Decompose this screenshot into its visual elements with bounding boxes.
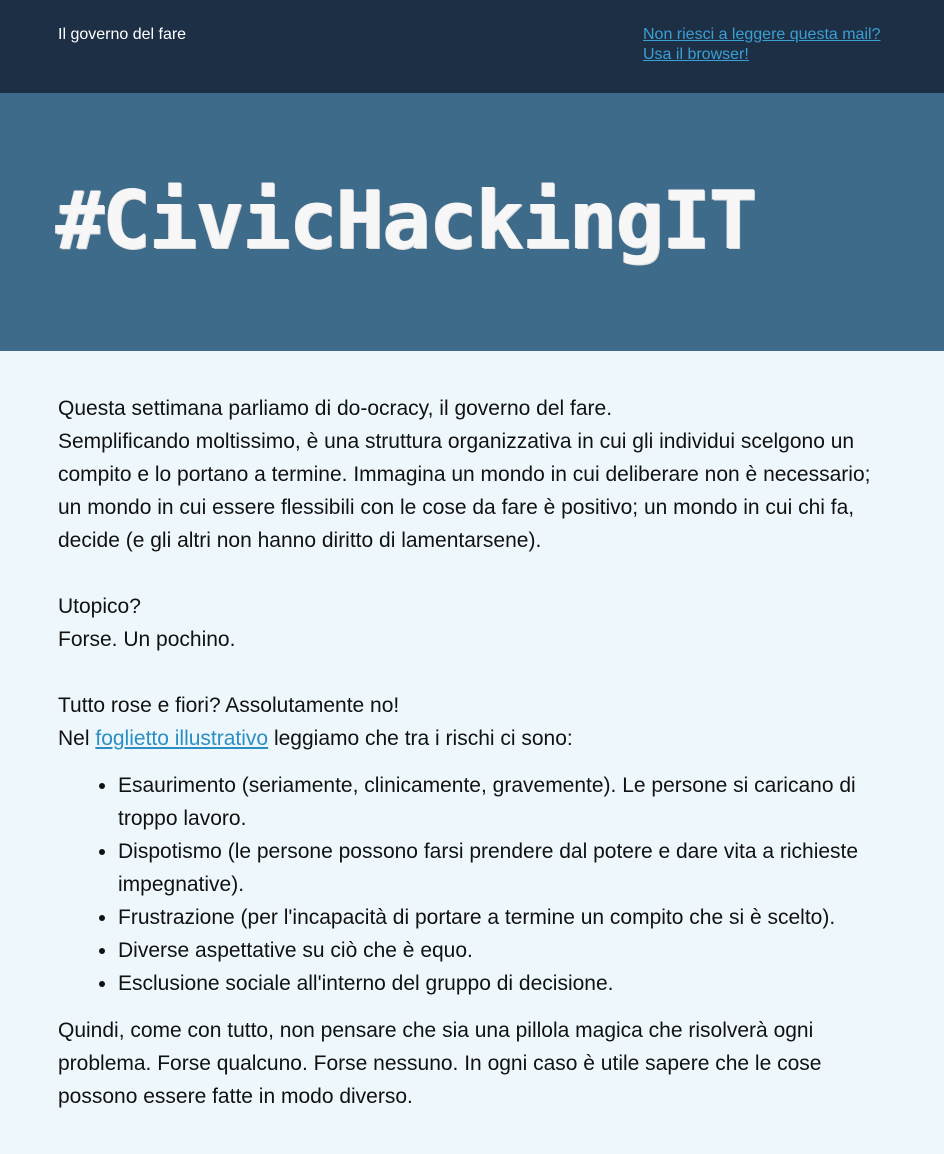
list-item: • Dispotismo (le persone possono farsi prendere dal potere e dare vita a richieste impegnative). — [118, 835, 898, 901]
view-in-browser-link[interactable] — [643, 25, 903, 65]
browser-link-line1: Non riesci a leggere questa mail? — [643, 26, 881, 43]
browser-link-line2: Usa il browser! — [643, 46, 749, 63]
intro-paragraph: Semplificando moltissimo, è una struttura organizzativa in cui gli individui scelgono un compito e lo portano a termine. Immagina un mondo in cui deliberare non è necessario; un mondo in cui essere flessibili con le cose da fare è positivo; un mondo in cui chi fa, decide (e gli altri non hanno diritto di lamentarsene). — [58, 430, 871, 552]
hero-banner — [0, 93, 944, 351]
utopico-line: Utopico? — [58, 595, 141, 618]
list-item: • Diverse aspettative su ciò che è equo. — [118, 934, 898, 967]
email-header-bar — [0, 0, 944, 93]
foglietto-link[interactable]: foglietto illustrativo — [95, 727, 269, 750]
risks-intro — [58, 722, 898, 755]
email-body — [58, 392, 898, 1113]
list-item: • Esaurimento (seriamente, clinicamente, gravemente). Le persone si caricano di troppo lavoro. — [118, 769, 898, 835]
forse-line: Forse. Un pochino. — [58, 628, 236, 651]
hero-title: #CivicHackingIT — [56, 174, 756, 267]
list-item: • Frustrazione (per l'incapacità di portare a termine un compito che si è scelto). — [118, 901, 898, 934]
risks-suffix: leggiamo che tra i rischi ci sono: — [268, 727, 573, 750]
risks-list — [58, 769, 898, 1000]
list-item: • Esclusione sociale all'interno del gruppo di decisione. — [118, 967, 898, 1000]
conclusion-paragraph: Quindi, come con tutto, non pensare che sia una pillola magica che risolverà ogni problema. Forse qualcuno. Forse nessuno. In ogni caso è utile sapere che le cose possono essere fatte in modo diverso. — [58, 1019, 822, 1108]
risks-prefix: Nel — [58, 727, 96, 750]
rose-line: Tutto rose e fiori? Assolutamente no! — [58, 694, 400, 717]
spacer — [58, 557, 898, 590]
spacer — [58, 656, 898, 689]
intro-line-1: Questa settimana parliamo di do-ocracy, il governo del fare. — [58, 397, 613, 420]
preheader-text: Il governo del fare — [58, 26, 187, 43]
